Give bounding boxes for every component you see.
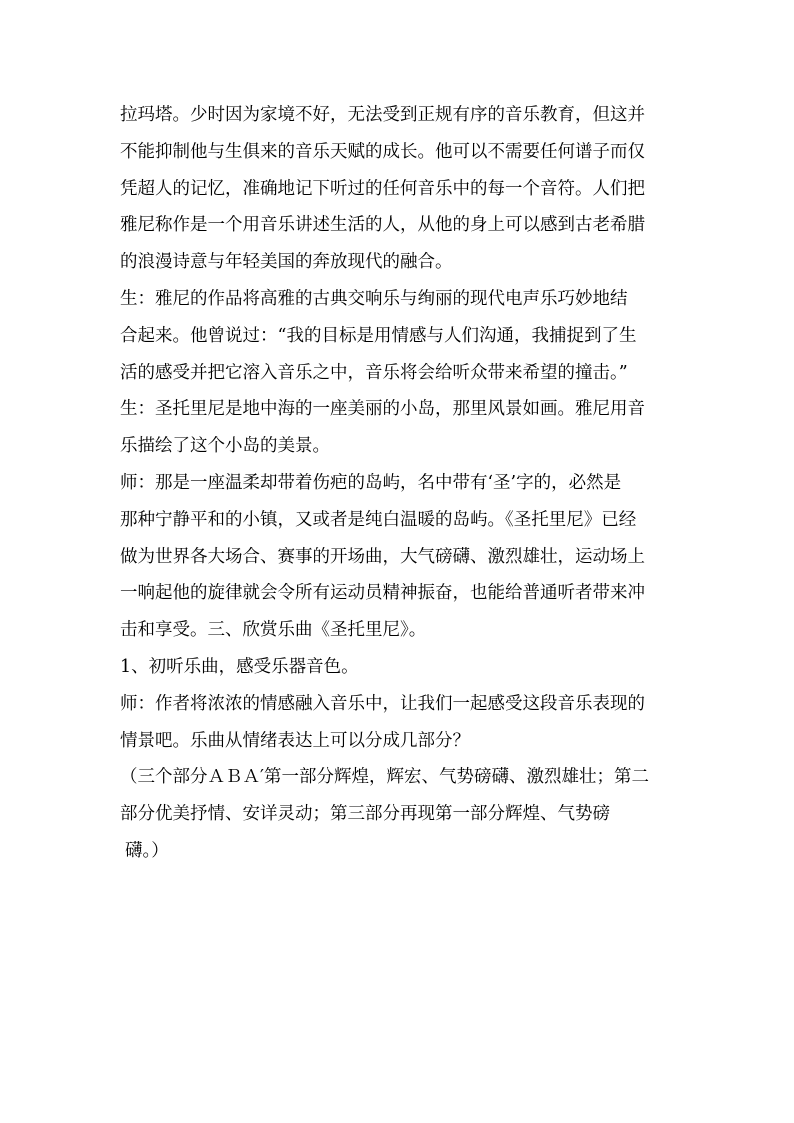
- text-line: （三个部分ＡＢＡ′第一部分辉煌，辉宏、气势磅礴、激烈雄壮；第二: [120, 767, 649, 788]
- text-line: 师：作者将浓浓的情感融入音乐中，让我们一起感受这段音乐表现的: [120, 693, 645, 714]
- document-body: [120, 97, 680, 870]
- text-line: 生：圣托里尼是地中海的一座美丽的小岛，那里风景如画。雅尼用音: [120, 399, 645, 420]
- text-line: 凭超人的记忆，准确地记下听过的任何音乐中的每一个音符。人们把: [120, 178, 645, 199]
- text-line: 击和享受。三、欣赏乐曲《圣托里尼》。: [120, 620, 427, 641]
- text-line: 一响起他的旋律就会令所有运动员精神振奋，也能给普通听者带来冲: [120, 583, 645, 604]
- text-line: 礴。）: [125, 840, 169, 861]
- text-line: 那种宁静平和的小镇，又或者是纯白温暖的岛屿。《圣托里尼》已经: [120, 509, 637, 530]
- text-line: 雅尼称作是一个用音乐讲述生活的人，从他的身上可以感到古老希腊: [120, 215, 645, 236]
- text-line: 1、初听乐曲，感受乐器音色。: [120, 656, 359, 677]
- text-line: 乐描绘了这个小岛的美景。: [120, 436, 330, 457]
- text-line: 的浪漫诗意与年轻美国的奔放现代的融合。: [120, 252, 453, 273]
- text-line: 做为世界各大场合、赛事的开场曲，大气磅礴、激烈雄壮，运动场上: [120, 546, 645, 567]
- text-line: 生：雅尼的作品将高雅的古典交响乐与绚丽的现代电声乐巧妙地结: [120, 288, 628, 309]
- text-line: 师：那是一座温柔却带着伤疤的岛屿，名中带有‘圣’字的，必然是: [120, 472, 622, 493]
- text-line: 合起来。他曾说过：“我的目标是用情感与人们沟通，我捕捉到了生: [120, 325, 637, 346]
- text-line: 拉玛塔。少时因为家境不好，无法受到正规有序的音乐教育，但这并: [120, 105, 645, 125]
- text-line: 活的感受并把它溶入音乐之中，音乐将会给听众带来希望的撞击。”: [120, 362, 628, 383]
- text-line: 不能抑制他与生俱来的音乐天赋的成长。他可以不需要任何谱子而仅: [120, 141, 645, 162]
- text-line: 部分优美抒情、安详灵动；第三部分再现第一部分辉煌、气势磅: [120, 804, 610, 825]
- text-line: 情景吧。乐曲从情绪表达上可以分成几部分？: [120, 730, 470, 751]
